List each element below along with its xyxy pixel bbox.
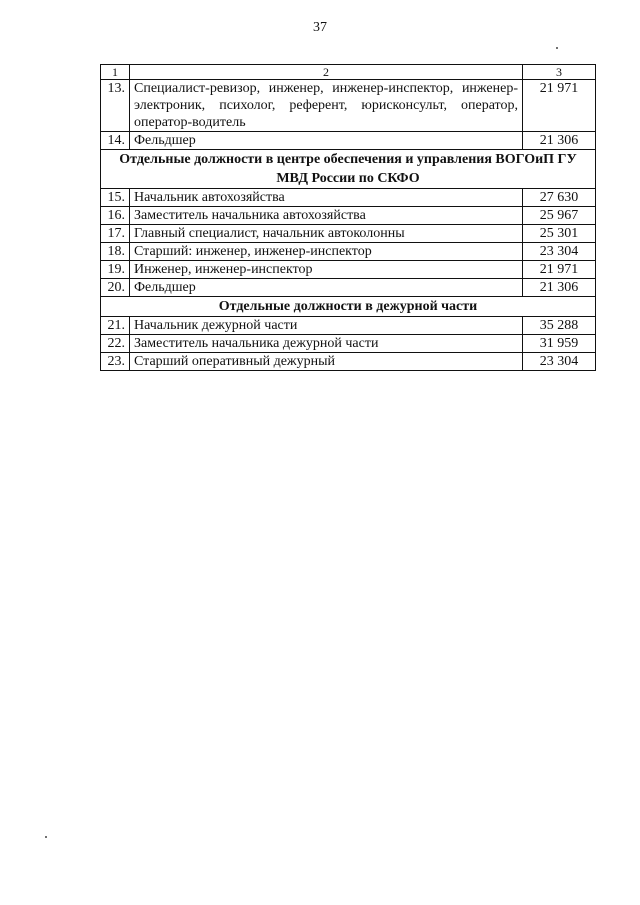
salary-value: 25 967 bbox=[523, 207, 596, 225]
table-row bbox=[101, 243, 596, 261]
position-title: Заместитель начальника дежурной части bbox=[130, 335, 523, 353]
row-number: 18. bbox=[101, 243, 130, 261]
section-header-row bbox=[101, 150, 596, 189]
row-number: 17. bbox=[101, 225, 130, 243]
row-number: 14. bbox=[101, 132, 130, 150]
position-title: Заместитель начальника автохозяйства bbox=[130, 207, 523, 225]
table-row bbox=[101, 132, 596, 150]
salary-value: 25 301 bbox=[523, 225, 596, 243]
row-number: 16. bbox=[101, 207, 130, 225]
column-header-position: 2 bbox=[130, 65, 523, 80]
position-title: Начальник автохозяйства bbox=[130, 189, 523, 207]
section-title: Отдельные должности в дежурной части bbox=[101, 297, 596, 317]
table-row bbox=[101, 225, 596, 243]
salary-value: 21 971 bbox=[523, 261, 596, 279]
salary-value: 35 288 bbox=[523, 317, 596, 335]
salary-value: 21 971 bbox=[523, 80, 596, 132]
salary-value: 27 630 bbox=[523, 189, 596, 207]
column-header-salary: 3 bbox=[523, 65, 596, 80]
position-title: Главный специалист, начальник автоколонны bbox=[130, 225, 523, 243]
page-number: 37 bbox=[313, 20, 327, 35]
position-title: Фельдшер bbox=[130, 279, 523, 297]
table-row bbox=[101, 207, 596, 225]
table-header-row bbox=[101, 65, 596, 80]
position-title: Специалист-ревизор, инженер, инженер-инспектор, инженер-электроник, психолог, референт, юрисконсульт, оператор, оператор-водитель bbox=[130, 80, 523, 132]
position-title: Инженер, инженер-инспектор bbox=[130, 261, 523, 279]
salary-value: 21 306 bbox=[523, 132, 596, 150]
table-row bbox=[101, 335, 596, 353]
row-number: 20. bbox=[101, 279, 130, 297]
row-number: 22. bbox=[101, 335, 130, 353]
row-number: 13. bbox=[101, 80, 130, 132]
position-title: Старший: инженер, инженер-инспектор bbox=[130, 243, 523, 261]
position-title: Начальник дежурной части bbox=[130, 317, 523, 335]
row-number: 23. bbox=[101, 353, 130, 371]
table-row bbox=[101, 261, 596, 279]
row-number: 21. bbox=[101, 317, 130, 335]
salary-value: 23 304 bbox=[523, 243, 596, 261]
salary-table bbox=[100, 64, 596, 371]
row-number: 15. bbox=[101, 189, 130, 207]
salary-value: 31 959 bbox=[523, 335, 596, 353]
table-row bbox=[101, 353, 596, 371]
salary-table-body bbox=[101, 65, 596, 371]
salary-value: 23 304 bbox=[523, 353, 596, 371]
salary-value: 21 306 bbox=[523, 279, 596, 297]
row-number: 19. bbox=[101, 261, 130, 279]
table-row bbox=[101, 279, 596, 297]
position-title: Старший оперативный дежурный bbox=[130, 353, 523, 371]
scan-speck bbox=[45, 836, 47, 838]
column-header-number: 1 bbox=[101, 65, 130, 80]
scan-speck bbox=[556, 47, 558, 49]
table-row bbox=[101, 80, 596, 132]
table-row bbox=[101, 189, 596, 207]
position-title: Фельдшер bbox=[130, 132, 523, 150]
table-row bbox=[101, 317, 596, 335]
section-header-row bbox=[101, 297, 596, 317]
section-title: Отдельные должности в центре обеспечения и управления ВОГОиП ГУ МВД России по СКФО bbox=[101, 150, 596, 189]
